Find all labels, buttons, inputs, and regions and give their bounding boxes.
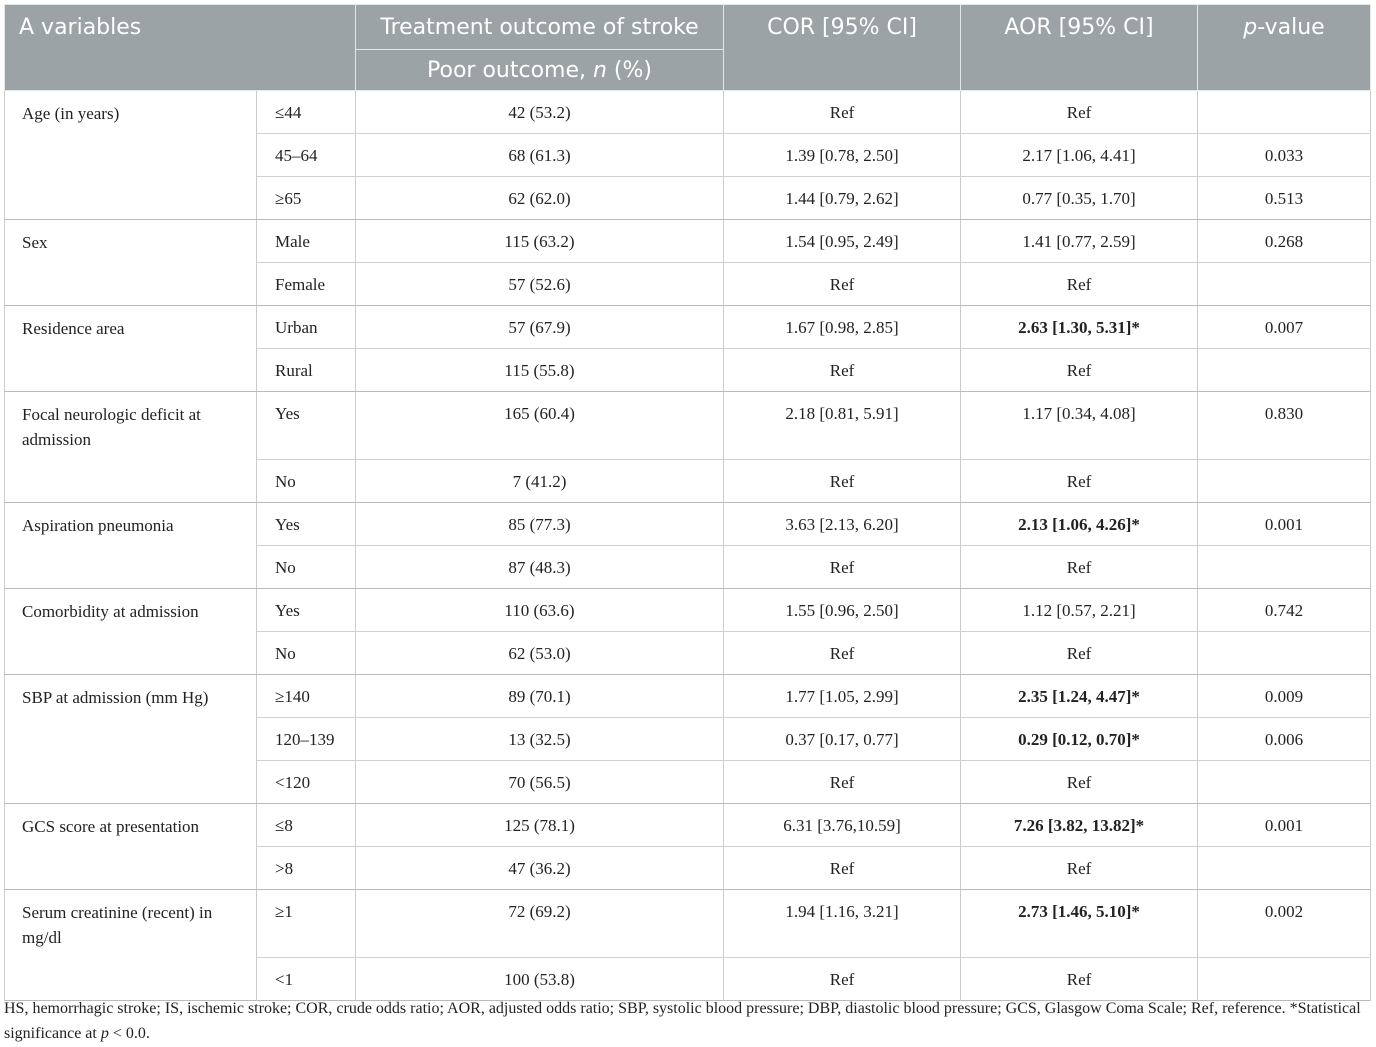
cor-cell: Ref [724, 349, 961, 392]
p-value-cell [1198, 91, 1371, 134]
p-value-cell [1198, 263, 1371, 306]
aor-cell: Ref [961, 460, 1198, 503]
poor-outcome-cell: 72 (69.2) [356, 890, 724, 958]
table-row [5, 675, 1371, 718]
p-value-cell: 0.001 [1198, 503, 1371, 546]
poor-outcome-cell: 165 (60.4) [356, 392, 724, 460]
category-cell: 120–139 [257, 718, 356, 761]
results-table-container [4, 4, 1370, 1001]
header-poor-suffix: (%) [606, 57, 653, 83]
p-value-cell: 0.002 [1198, 890, 1371, 958]
poor-outcome-cell: 62 (62.0) [356, 177, 724, 220]
aor-cell: Ref [961, 91, 1198, 134]
category-cell: No [257, 546, 356, 589]
aor-cell: 0.29 [0.12, 0.70]* [961, 718, 1198, 761]
aor-cell: Ref [961, 847, 1198, 890]
aor-cell: Ref [961, 263, 1198, 306]
aor-cell: 1.17 [0.34, 4.08] [961, 392, 1198, 460]
cor-cell: 1.94 [1.16, 3.21] [724, 890, 961, 958]
header-outcome: Treatment outcome of stroke [356, 5, 724, 50]
cor-cell: 1.67 [0.98, 2.85] [724, 306, 961, 349]
p-value-cell [1198, 847, 1371, 890]
category-cell: Male [257, 220, 356, 263]
variable-label: Sex [5, 220, 257, 306]
p-value-cell: 0.009 [1198, 675, 1371, 718]
category-cell: No [257, 632, 356, 675]
p-value-cell: 0.033 [1198, 134, 1371, 177]
poor-outcome-cell: 85 (77.3) [356, 503, 724, 546]
header-p-symbol: p [1243, 15, 1258, 40]
cor-cell: 1.77 [1.05, 2.99] [724, 675, 961, 718]
aor-cell: Ref [961, 761, 1198, 804]
variable-label: Residence area [5, 306, 257, 392]
p-value-cell: 0.007 [1198, 306, 1371, 349]
poor-outcome-cell: 57 (67.9) [356, 306, 724, 349]
variable-label: Aspiration pneumonia [5, 503, 257, 589]
table-body [5, 91, 1371, 1001]
category-cell: >8 [257, 847, 356, 890]
aor-cell: Ref [961, 546, 1198, 589]
category-cell: 45–64 [257, 134, 356, 177]
aor-cell: 1.41 [0.77, 2.59] [961, 220, 1198, 263]
poor-outcome-cell: 13 (32.5) [356, 718, 724, 761]
variable-label: Serum creatinine (recent) in mg/dl [5, 890, 257, 1001]
table-row [5, 589, 1371, 632]
poor-outcome-cell: 115 (55.8) [356, 349, 724, 392]
p-value-cell [1198, 349, 1371, 392]
category-cell: Rural [257, 349, 356, 392]
category-cell: ≥65 [257, 177, 356, 220]
category-cell: Yes [257, 392, 356, 460]
header-aor: AOR [95% CI] [961, 5, 1198, 91]
cor-cell: 1.39 [0.78, 2.50] [724, 134, 961, 177]
p-value-cell [1198, 958, 1371, 1001]
p-value-cell: 0.001 [1198, 804, 1371, 847]
p-value-cell [1198, 460, 1371, 503]
p-value-cell [1198, 761, 1371, 804]
p-value-cell [1198, 632, 1371, 675]
poor-outcome-cell: 100 (53.8) [356, 958, 724, 1001]
variable-label: Comorbidity at admission [5, 589, 257, 675]
category-cell: Yes [257, 589, 356, 632]
category-cell: Female [257, 263, 356, 306]
category-cell: ≤8 [257, 804, 356, 847]
header-poor-n: n [592, 57, 607, 83]
poor-outcome-cell: 62 (53.0) [356, 632, 724, 675]
aor-cell: 2.63 [1.30, 5.31]* [961, 306, 1198, 349]
table-row [5, 220, 1371, 263]
cor-cell: Ref [724, 460, 961, 503]
poor-outcome-cell: 125 (78.1) [356, 804, 724, 847]
poor-outcome-cell: 57 (52.6) [356, 263, 724, 306]
aor-cell: 1.12 [0.57, 2.21] [961, 589, 1198, 632]
poor-outcome-cell: 47 (36.2) [356, 847, 724, 890]
cor-cell: 2.18 [0.81, 5.91] [724, 392, 961, 460]
p-value-cell [1198, 546, 1371, 589]
cor-cell: 6.31 [3.76,10.59] [724, 804, 961, 847]
category-cell: No [257, 460, 356, 503]
cor-cell: 1.54 [0.95, 2.49] [724, 220, 961, 263]
header-poor-outcome [356, 50, 724, 91]
table-header [5, 5, 1371, 91]
header-variables: A variables [5, 5, 356, 91]
poor-outcome-cell: 89 (70.1) [356, 675, 724, 718]
cor-cell: 3.63 [2.13, 6.20] [724, 503, 961, 546]
table-row [5, 392, 1371, 460]
cor-cell: Ref [724, 546, 961, 589]
variable-label: Age (in years) [5, 91, 257, 220]
p-value-cell: 0.513 [1198, 177, 1371, 220]
footnote-text: HS, hemorrhagic stroke; IS, ischemic stroke; COR, crude odds ratio; AOR, adjusted odds ratio; SBP, systolic blood pressure; DBP, diastolic blood pressure; GCS, Glasgow Coma Scale; Ref, reference. *Statistical significance at [4, 1000, 1361, 1042]
cor-cell: Ref [724, 91, 961, 134]
table-row [5, 306, 1371, 349]
aor-cell: 2.17 [1.06, 4.41] [961, 134, 1198, 177]
footnote-threshold: < 0.0. [108, 1025, 150, 1042]
poor-outcome-cell: 115 (63.2) [356, 220, 724, 263]
cor-cell: 1.44 [0.79, 2.62] [724, 177, 961, 220]
category-cell: ≤44 [257, 91, 356, 134]
cor-cell: Ref [724, 632, 961, 675]
aor-cell: 2.13 [1.06, 4.26]* [961, 503, 1198, 546]
results-table [4, 4, 1371, 1001]
aor-cell: 2.35 [1.24, 4.47]* [961, 675, 1198, 718]
cor-cell: 1.55 [0.96, 2.50] [724, 589, 961, 632]
cor-cell: Ref [724, 263, 961, 306]
category-cell: <120 [257, 761, 356, 804]
category-cell: ≥140 [257, 675, 356, 718]
p-value-cell: 0.268 [1198, 220, 1371, 263]
category-cell: ≥1 [257, 890, 356, 958]
p-value-cell: 0.006 [1198, 718, 1371, 761]
variable-label: GCS score at presentation [5, 804, 257, 890]
table-row [5, 503, 1371, 546]
cor-cell: Ref [724, 761, 961, 804]
variable-label: SBP at admission (mm Hg) [5, 675, 257, 804]
table-footnote [4, 996, 1370, 1046]
category-cell: Urban [257, 306, 356, 349]
variable-label: Focal neurologic deficit at admission [5, 392, 257, 503]
aor-cell: 0.77 [0.35, 1.70] [961, 177, 1198, 220]
cor-cell: Ref [724, 847, 961, 890]
aor-cell: 2.73 [1.46, 5.10]* [961, 890, 1198, 958]
poor-outcome-cell: 110 (63.6) [356, 589, 724, 632]
header-cor: COR [95% CI] [724, 5, 961, 91]
header-p-suffix: -value [1257, 15, 1325, 40]
table-row [5, 91, 1371, 134]
aor-cell: 7.26 [3.82, 13.82]* [961, 804, 1198, 847]
poor-outcome-cell: 70 (56.5) [356, 761, 724, 804]
aor-cell: Ref [961, 958, 1198, 1001]
cor-cell: Ref [724, 958, 961, 1001]
poor-outcome-cell: 7 (41.2) [356, 460, 724, 503]
header-poor-prefix: Poor outcome, [427, 57, 593, 83]
header-p-value [1198, 5, 1371, 91]
poor-outcome-cell: 87 (48.3) [356, 546, 724, 589]
poor-outcome-cell: 68 (61.3) [356, 134, 724, 177]
p-value-cell: 0.742 [1198, 589, 1371, 632]
footnote-p-symbol: p [100, 1025, 109, 1042]
poor-outcome-cell: 42 (53.2) [356, 91, 724, 134]
p-value-cell: 0.830 [1198, 392, 1371, 460]
aor-cell: Ref [961, 632, 1198, 675]
table-row [5, 890, 1371, 958]
cor-cell: 0.37 [0.17, 0.77] [724, 718, 961, 761]
table-row [5, 804, 1371, 847]
aor-cell: Ref [961, 349, 1198, 392]
category-cell: <1 [257, 958, 356, 1001]
category-cell: Yes [257, 503, 356, 546]
